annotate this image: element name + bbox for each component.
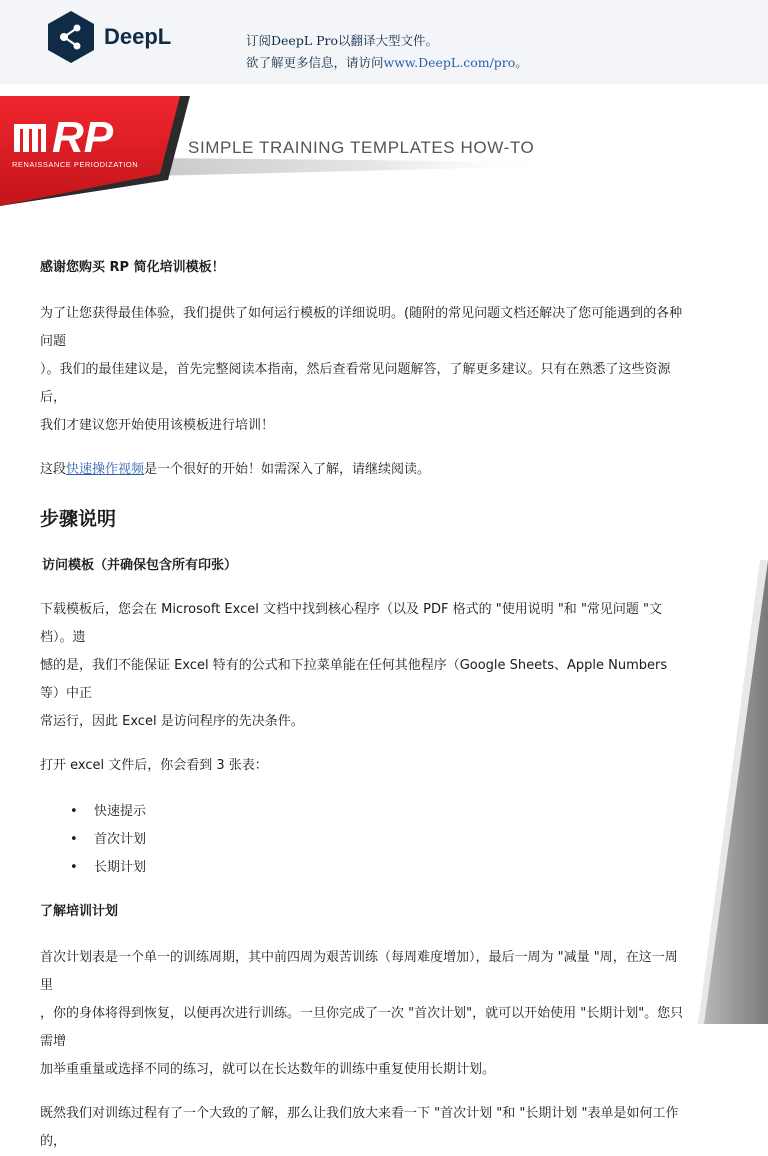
rp-logo-letters: [48, 112, 158, 162]
download-paragraph: [40, 596, 688, 736]
promo-line-2-prefix: 欲了解更多信息，请访问: [246, 55, 384, 70]
deepl-logo-text: DeepL: [104, 24, 172, 49]
download-line: 下载模板后，您会在 Microsoft Excel 文档中找到核心程序（以及 PDF 格式的 "使用说明 "和 "常见问题 "文档）。遗: [40, 602, 663, 645]
open-file-paragraph: 打开 excel 文件后，你会看到 3 张表：: [40, 758, 268, 773]
download-line: 憾的是，我们不能保证 Excel 特有的公式和下拉菜单能在任何其他程序（Google Sheets、Apple Numbers 等）中正: [40, 658, 668, 701]
rp-document-title: SIMPLE TRAINING TEMPLATES HOW-TO: [188, 138, 535, 157]
deepl-promo-message: [246, 30, 528, 74]
video-suffix: 是一个很好的开始！如需深入了解，请继续阅读。: [144, 462, 431, 477]
promo-line-2-suffix: 。: [515, 55, 528, 70]
deepl-pro-link[interactable]: www.DeepL.com/pro: [383, 55, 516, 70]
promo-line-2: [246, 52, 528, 74]
plan-line: ，你的身体将得到恢复，以便再次进行训练。一旦你完成了一次 "首次计划"，就可以开始使用 "长期计划"。您只需增: [40, 1006, 684, 1049]
rp-subtitle: RENAISSANCE PERIODIZATION: [12, 160, 139, 169]
training-plan-heading: 了解培训计划: [40, 904, 119, 919]
steps-heading: 步骤说明: [40, 508, 117, 530]
bullet-glyph: •: [70, 804, 78, 819]
sheets-list: [40, 798, 688, 882]
thanks-heading: 感谢您购买 RP 简化培训模板！: [40, 260, 225, 275]
zoom-paragraph: 既然我们对训练过程有了一个大致的了解，那么让我们放大来看一下 "首次计划 "和 "长期计划 "表单是如何工作的，: [40, 1106, 679, 1149]
deepl-banner: [0, 0, 768, 84]
rp-logo-text: RP: [52, 113, 114, 162]
intro-line: 为了让您获得最佳体验，我们提供了如何运行模板的详细说明。(随附的常见问题文档还解决了您可能遇到的各种问题: [40, 306, 683, 349]
intro-line: 我们才建议您开始使用该模板进行培训！: [40, 418, 275, 433]
plan-line: 首次计划表是一个单一的训练周期，其中前四周为艰苦训练（每周难度增加），最后一周为 "减量 "周，在这一周里: [40, 950, 678, 993]
list-item: [40, 826, 688, 854]
sheet-name: 首次计划: [94, 832, 147, 847]
list-item: [40, 854, 688, 882]
sheet-name: 快速提示: [94, 804, 147, 819]
rp-header: [0, 96, 768, 216]
intro-paragraph: [40, 300, 688, 440]
promo-line-1: 订阅DeepL Pro以翻译大型文件。: [246, 33, 439, 48]
intro-line: ）。我们的最佳建议是，首先完整阅读本指南，然后查看常见问题解答，了解更多建议。只有在熟悉了这些资源后，: [40, 362, 671, 405]
video-paragraph: [40, 456, 688, 484]
right-edge-decoration: [698, 560, 768, 1024]
document-body: [40, 254, 688, 1156]
bullet-glyph: •: [70, 860, 78, 875]
bullet-glyph: •: [70, 832, 78, 847]
video-prefix: 这段: [40, 462, 67, 477]
plan-paragraph: [40, 944, 688, 1084]
plan-line: 加举重重量或选择不同的练习，就可以在长达数年的训练中重复使用长期计划。: [40, 1062, 496, 1077]
quick-video-link[interactable]: 快速操作视频: [66, 462, 145, 477]
deepl-logo-icon[interactable]: [46, 10, 96, 64]
sheet-name: 长期计划: [94, 860, 147, 875]
download-line: 常运行，因此 Excel 是访问程序的先决条件。: [40, 714, 304, 729]
access-template-heading: 访问模板（并确保包含所有印张）: [42, 558, 238, 573]
list-item: [40, 798, 688, 826]
